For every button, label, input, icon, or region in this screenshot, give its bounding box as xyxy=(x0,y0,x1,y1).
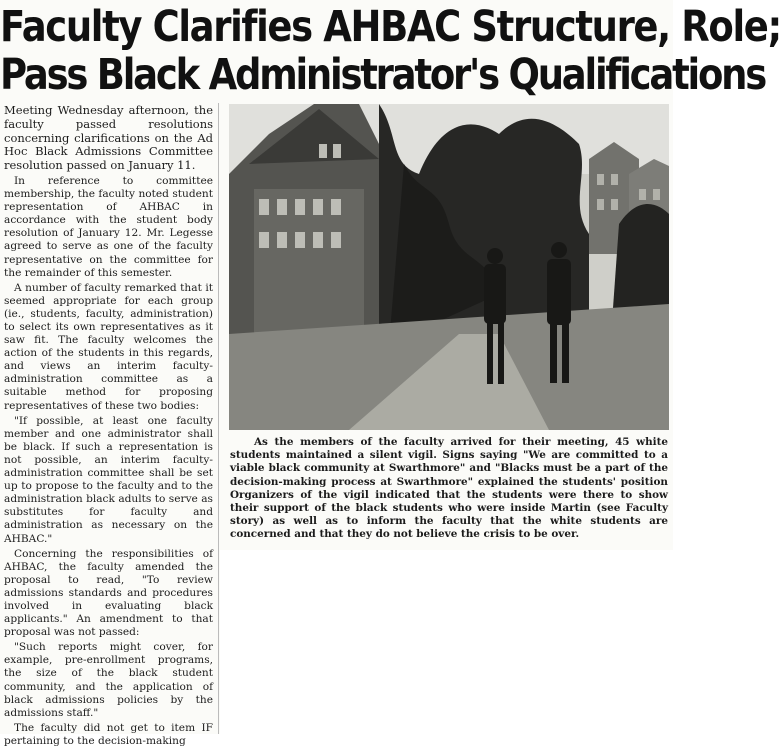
column-divider xyxy=(218,103,219,734)
article-paragraph-2: In reference to committee membership, the faculty noted student representation of AHBAC in accordance with the student body resolution of January 12. Mr. Legesse agreed to serve as one of the faculty representative on the committee for the remainder of this semester. xyxy=(4,174,213,279)
headline-line-2: Pass Black Administrator's Qualifications xyxy=(0,50,766,100)
photo-caption-text: As the members of the faculty arrived for their meeting, 45 white students maintained a silent vigil. Signs saying "We are committed to a viable black community at Swarthmore" and "Blacks must be a part of the decision-making process at Swarthmore" explained the students' position Organizers of the vigil indicated that the students were there to show their support of the black students who were inside Martin (see Faculty story) as well as to inform the faculty that the white students are concerned and that they do not believe the crisis to be over. xyxy=(230,436,668,541)
article-paragraph-4: "If possible, at least one faculty member and one administrator shall be black. If such a representation is not possible, an interim faculty-administration committee shall be set up to propose to the faculty and to the administration black adults to serve as substitutes for faculty and administration as necessary on the AHBAC." xyxy=(4,414,213,545)
blank-paper-area xyxy=(220,550,673,734)
article-paragraph-5: Concerning the responsibilities of AHBAC, the faculty amended the proposal to read, "To review admissions standards and procedures involved in evaluating black applicants." An amendment to that proposal was not passed: xyxy=(4,547,213,639)
vigil-photograph xyxy=(229,104,669,430)
article-paragraph-1: Meeting Wednesday afternoon, the faculty passed resolutions concerning clarifications on the Ad Hoc Black Admissions Committee resolution passed on January 11. xyxy=(4,103,213,173)
photo-caption xyxy=(230,436,668,542)
article-paragraph-7: The faculty did not get to item IF pertaining to the decision-making xyxy=(4,721,213,747)
article-paragraph-6: "Such reports might cover, for example, pre-enrollment programs, the size of the black student community, and the application of black admissions policies by the admissions staff." xyxy=(4,641,213,719)
article-paragraph-3: A number of faculty remarked that it seemed appropriate for each group (ie., students, faculty, administration) to select its own representatives as it saw fit. The faculty welcomes the action of the students in this regards, and views an interim faculty-administration committee as a suitable method for proposing representatives of these two bodies: xyxy=(4,281,213,412)
article-body-column xyxy=(4,103,213,747)
headline-line-1: Faculty Clarifies AHBAC Structure, Role; xyxy=(0,2,781,52)
